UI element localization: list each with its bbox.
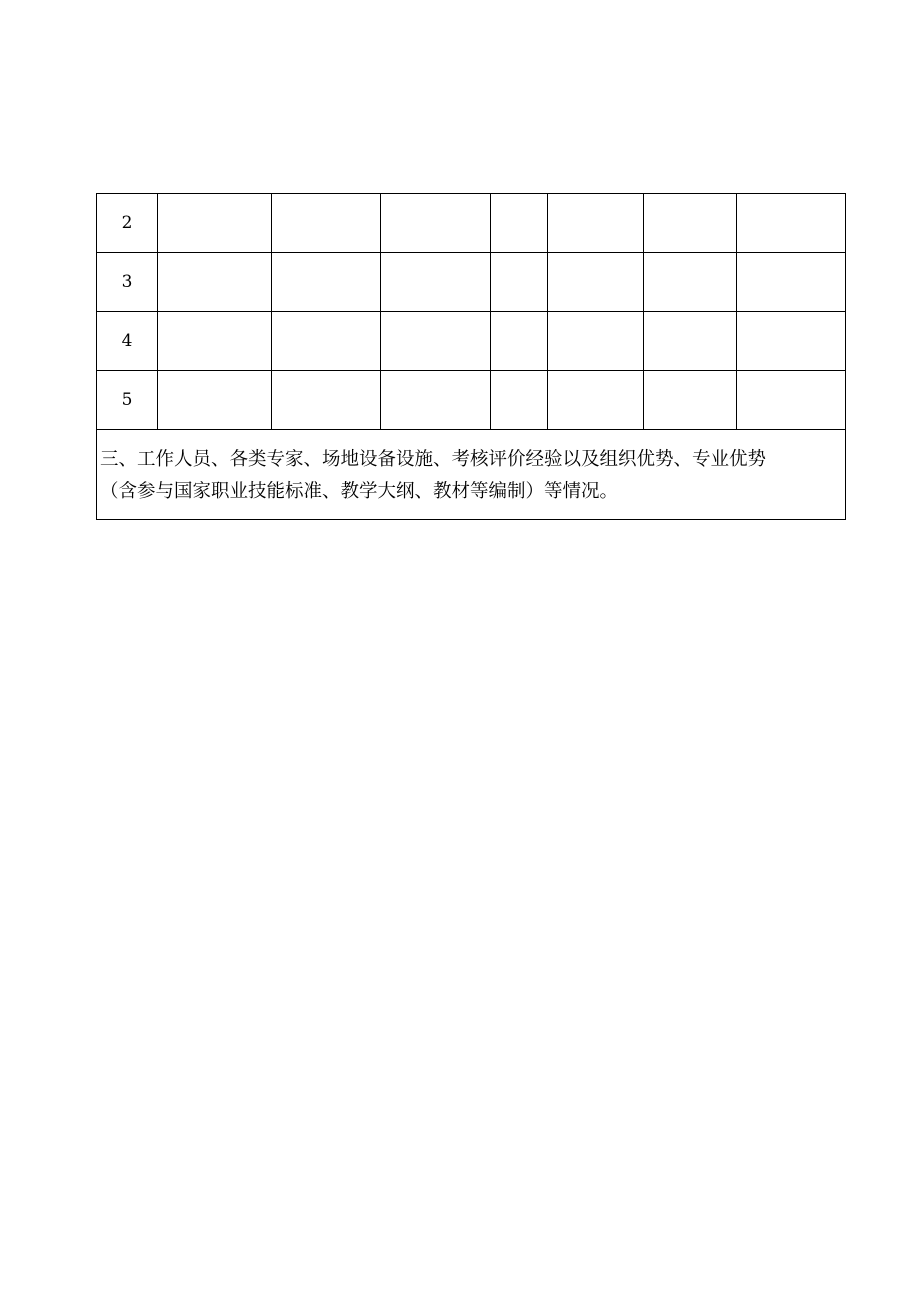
section-three-heading: 三、工作人员、各类专家、场地设备设施、考核评价经验以及组织优势、专业优势 [100, 449, 767, 470]
table-row [97, 194, 846, 253]
table-cell[interactable] [158, 371, 272, 430]
table-cell[interactable] [644, 312, 737, 371]
table-cell[interactable] [737, 253, 846, 312]
table-cell[interactable] [381, 371, 491, 430]
table-cell[interactable] [737, 194, 846, 253]
table-cell[interactable] [548, 312, 644, 371]
table-cell[interactable] [272, 253, 381, 312]
table-cell[interactable] [491, 312, 548, 371]
table-cell[interactable] [644, 253, 737, 312]
table-cell[interactable] [381, 194, 491, 253]
table-cell[interactable] [737, 371, 846, 430]
table-cell[interactable] [381, 253, 491, 312]
table-cell[interactable] [548, 194, 644, 253]
table-cell[interactable] [272, 194, 381, 253]
table-row [97, 253, 846, 312]
table-cell[interactable] [272, 371, 381, 430]
table-cell[interactable] [158, 312, 272, 371]
table-cell[interactable] [272, 312, 381, 371]
section-three-subtext: （含参与国家职业技能标准、教学大纲、教材等编制）等情况。 [100, 481, 619, 502]
row-number: 4 [97, 312, 158, 371]
section-three-row [97, 430, 846, 520]
table-cell[interactable] [158, 253, 272, 312]
table-cell[interactable] [491, 194, 548, 253]
table-cell[interactable] [381, 312, 491, 371]
table-cell[interactable] [644, 371, 737, 430]
row-number: 2 [97, 194, 158, 253]
section-three-cell[interactable] [97, 430, 846, 520]
row-number: 3 [97, 253, 158, 312]
table-cell[interactable] [548, 253, 644, 312]
table-cell[interactable] [491, 371, 548, 430]
row-number: 5 [97, 371, 158, 430]
table-cell[interactable] [644, 194, 737, 253]
table-cell[interactable] [548, 371, 644, 430]
info-table [96, 193, 846, 520]
table-cell[interactable] [737, 312, 846, 371]
table-row [97, 312, 846, 371]
table-row [97, 371, 846, 430]
table-cell[interactable] [491, 253, 548, 312]
table-cell[interactable] [158, 194, 272, 253]
